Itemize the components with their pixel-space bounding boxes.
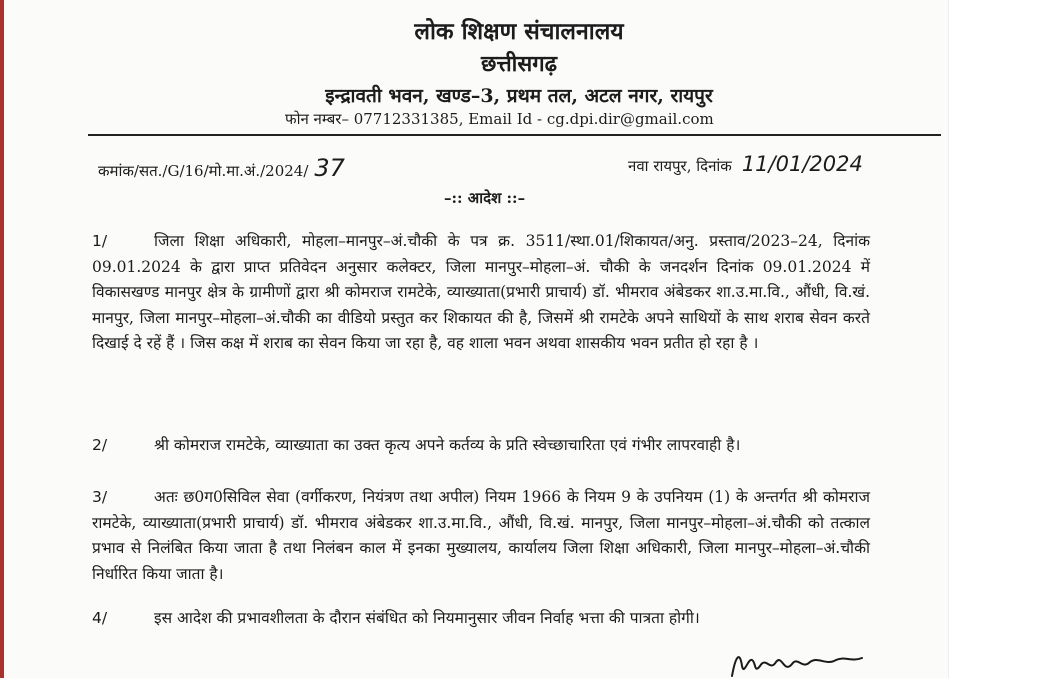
- paragraph-text: अतः छ0ग0सिविल सेवा (वर्गीकरण, नियंत्रण तथा अपील) नियम 1966 के नियम 9 के उपनियम (1) के अन्तर्गत श्री कोमराज रामटेके, व्याख्याता(प्रभारी प्राचार्य) डॉ. भीमराव अंबेडकर शा.उ.मा.वि., औंधी, वि.खं. मानपुर, जिला मानपुर–मोहला–अं.चौकी को तत्काल प्रभाव से निलंबित किया जाता है तथा निलंबन काल में इनका मुख्यालय, कार्यालय जिला शिक्षा अधिकारी, जिला मानपुर–मोहला–अं.चौकी निर्धारित किया जाता है।: [92, 488, 870, 583]
- paragraph-text: इस आदेश की प्रभावशीलता के दौरान संबंधित को नियमानुसार जीवन निर्वाह भत्ता की पात्रता होगी।: [154, 609, 700, 627]
- contact-line: फोन नम्बर– 07712331385, Email Id - cg.dpi.dir@gmail.com: [285, 110, 714, 128]
- paragraph-number: 3/: [92, 488, 108, 506]
- paragraph-number: 2/: [92, 436, 108, 454]
- header-divider: [88, 134, 941, 136]
- office-title: लोक शिक्षण संचालनालय: [414, 18, 624, 45]
- order-title: –:: आदेश ::–: [444, 189, 526, 207]
- issue-date-value: 11/01/2024: [741, 152, 863, 176]
- issue-date: [628, 152, 863, 176]
- state-name: छत्तीसगढ़: [481, 51, 557, 77]
- paragraph-number: 1/: [92, 232, 108, 250]
- paragraph-2: [92, 433, 870, 459]
- paragraph-text: श्री कोमराज रामटेके, व्याख्याता का उक्त कृत्य अपने कर्तव्य के प्रति स्वेच्छाचारिता एवं गंभीर लापरवाही है।: [154, 436, 741, 454]
- reference-number-value: 37: [314, 154, 345, 182]
- signature: [726, 646, 866, 678]
- issue-date-label: नवा रायपुर, दिनांक: [628, 157, 732, 175]
- paragraph-text: जिला शिक्षा अधिकारी, मोहला–मानपुर–अं.चौकी के पत्र क्र. 3511/स्था.01/शिकायत/अनु. प्रस्ताव/2023–24, दिनांक 09.01.2024 के द्वारा प्राप्त प्रतिवेदन अनुसार कलेक्टर, जिला मानपुर–मोहला–अं. चौकी के जनदर्शन दिनांक 09.01.2024 में विकासखण्ड मानपुर क्षेत्र के ग्रामीणों द्वारा श्री कोमराज रामटेके, व्याख्याता(प्रभारी प्राचार्य) डॉ. भीमराव अंबेडकर शा.उ.मा.वि., औंधी, वि.खं. मानपुर, जिला मानपुर–मोहला–अं.चौकी का वीडियो प्रस्तुत कर शिकायत की है, जिसमें श्री रामटेके अपने साथियों के साथ शराब सेवन करते दिखाई दे रहें हैं । जिस कक्ष में शराब का सेवन किया जा रहा है, वह शाला भवन अथवा शासकीय भवन प्रतीत हो रहा है ।: [92, 232, 870, 353]
- office-address: इन्द्रावती भवन, खण्ड–3, प्रथम तल, अटल नगर, रायपुर: [325, 85, 713, 107]
- reference-number-label: कमांक/सत./G/16/मो.मा.अं./2024/: [98, 162, 309, 180]
- paragraph-3: [92, 485, 870, 587]
- paragraph-4: [92, 606, 870, 632]
- paragraph-number: 4/: [92, 609, 108, 627]
- reference-number: [98, 154, 345, 182]
- paragraph-1: [92, 229, 870, 357]
